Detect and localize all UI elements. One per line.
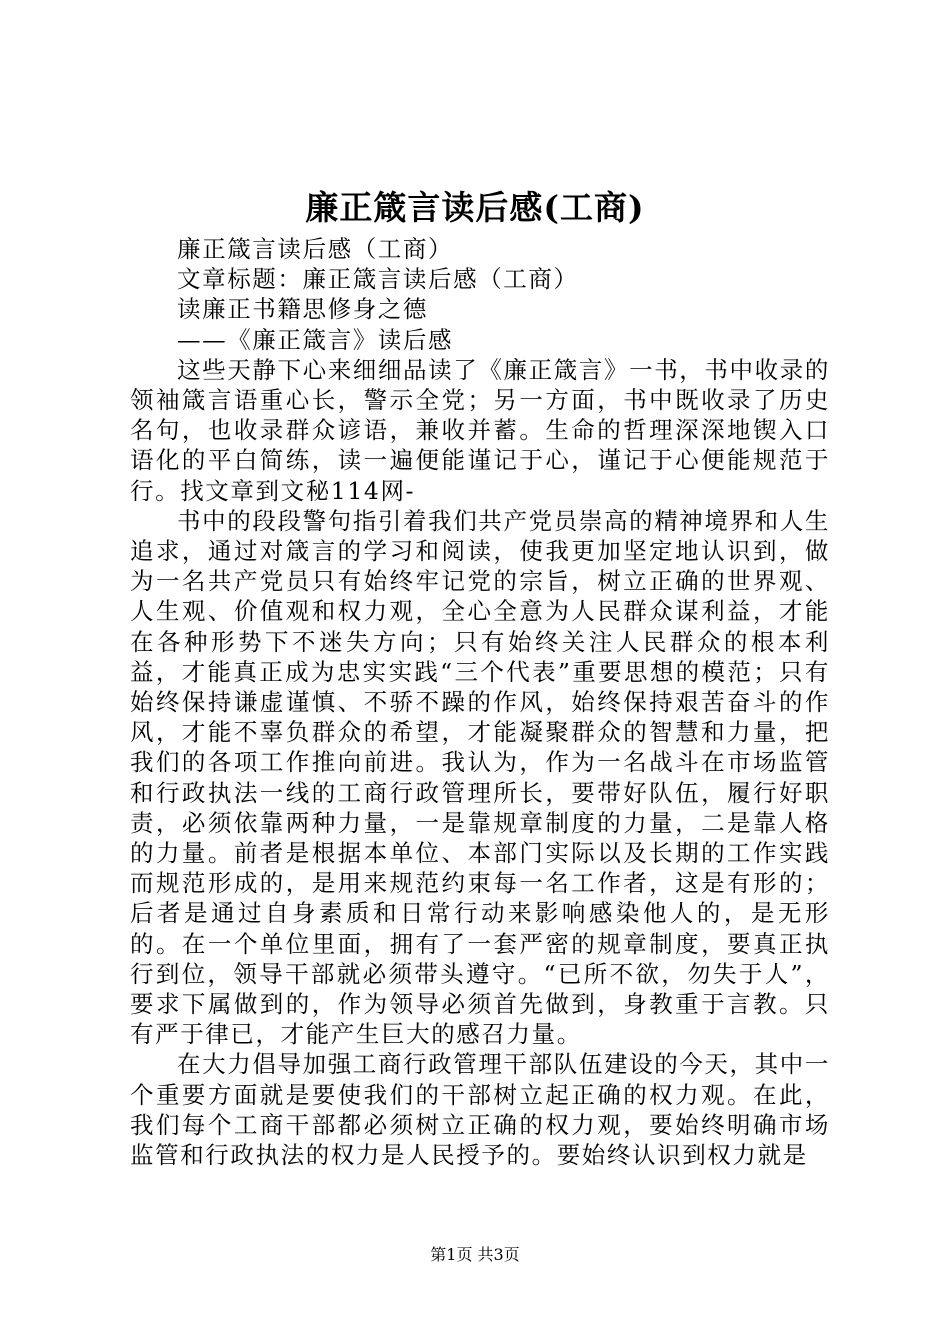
paragraph-body: 这些天静下心来细细品读了《廉正箴言》一书，书中收录的领袖箴言语重心长，警示全党；另一方面，书中既收录了历史名句，也收录群众谚语，兼收并蓄。生命的哲理深深地锲入口语化的平白简练，读一遍便能谨记于心，谨记于心便能规范于行。找文章到文秘114网- (130, 355, 830, 505)
page-footer: 第1页 共3页 (430, 1245, 520, 1264)
paragraph-body: 书中的段段警句指引着我们共产党员崇高的精神境界和人生追求，通过对箴言的学习和阅读，使我更加坚定地认识到，做为一名共产党员只有始终牢记党的宗旨，树立正确的世界观、人生观、价值观和权力观，全心全意为人民群众谋利益，才能在各种形势下不迷失方向；只有始终关注人民群众的根本利益，才能真正成为忠实实践“三个代表”重要思想的模范；只有始终保持谦虚谨慎、不骄不躁的作风，始终保持艰苦奋斗的作风，才能不辜负群众的希望，才能凝聚群众的智慧和力量，把我们的各项工作推向前进。我认为，作为一名战斗在市场监管和行政执法一线的工商行政管理所长，要带好队伍，履行好职责，必须依靠两种力量，一是靠规章制度的力量，二是靠人格的力量。前者是根据本单位、本部门实际以及长期的工作实践而规范形成的，是用来规范约束每一名工作者，这是有形的；后者是通过自身素质和日常行动来影响感染他人的，是无形的。在一个单位里面，拥有了一套严密的规章制度，要真正执行到位，领导干部就必须带头遵守。“已所不欲，勿失于人”，要求下属做到的，作为领导必须首先做到，身教重于言教。只有严于律已，才能产生巨大的感召力量。 (130, 506, 830, 1049)
paragraph-article-title: 文章标题：廉正箴言读后感（工商） (177, 265, 579, 294)
paragraph-subtitle-dash: ——《廉正箴言》读后感 (177, 325, 454, 354)
paragraph-body: 在大力倡导加强工商行政管理干部队伍建设的今天，其中一个重要方面就是要使我们的干部树立起正确的权力观。在此，我们每个工商干部都必须树立正确的权力观，要始终明确市场监管和行政执法的权力是人民授予的。要始终认识到权力就是 (130, 1050, 830, 1170)
document-body (130, 234, 830, 1170)
paragraph-heading: 廉正箴言读后感（工商） (177, 235, 454, 263)
document-title: 廉正箴言读后感(工商) (305, 188, 645, 227)
paragraph-subtitle: 读廉正书籍思修身之德 (177, 295, 428, 324)
